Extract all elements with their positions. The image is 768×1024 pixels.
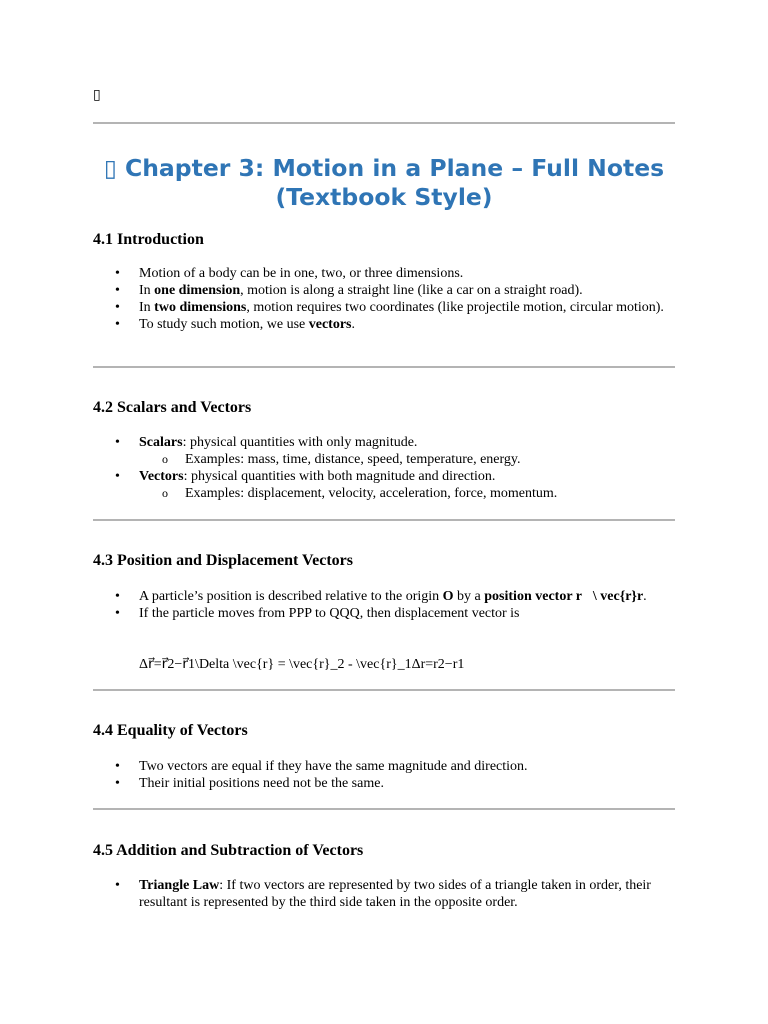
item-bold: one dimension (154, 283, 241, 298)
displacement-formula: Δr⃗=r⃗2−r⃗1\Delta \vec{r} = \vec{r}_2 - \vec{r}_1Δr=r2−r1 (139, 657, 465, 672)
section-heading-position-displacement: 4.3 Position and Displacement Vectors (93, 552, 353, 569)
section-heading-addition-subtraction: 4.5 Addition and Subtraction of Vectors (93, 842, 364, 859)
divider (93, 808, 675, 810)
sub-list-item (139, 451, 675, 468)
missing-glyph-icon: ▯ (93, 87, 101, 103)
addition-subtraction-list (93, 877, 675, 911)
list-item (93, 316, 675, 333)
item-text: . (351, 317, 355, 332)
item-bold: Scalars (139, 435, 183, 450)
list-item (93, 468, 675, 502)
list-item (93, 265, 675, 282)
item-text: Their initial positions need not be the same. (139, 776, 384, 791)
item-text: : physical quantities with only magnitude. (182, 435, 418, 450)
page-title (93, 154, 675, 212)
sub-list (139, 451, 675, 468)
item-bold: Vectors (139, 469, 184, 484)
item-text: If the particle moves from PPP to QQQ, then displacement vector is (139, 606, 520, 621)
item-bold: vectors (308, 317, 352, 332)
item-text: Two vectors are equal if they have the same magnitude and direction. (139, 759, 528, 774)
divider (93, 519, 675, 521)
list-item (93, 282, 675, 299)
scalars-vectors-list (93, 434, 675, 502)
equality-vectors-list (93, 758, 675, 792)
item-text: . (643, 589, 647, 604)
sub-list-item (139, 485, 675, 502)
item-text: Examples: mass, time, distance, speed, temperature, energy. (185, 452, 521, 467)
divider (93, 689, 675, 691)
title-glyph-icon: ▯ (103, 154, 117, 182)
item-text: , motion is along a straight line (like a car on a straight road). (240, 283, 583, 298)
item-text: In (139, 300, 155, 315)
item-bold: position vector r⃗\ vec{r}r (484, 589, 644, 604)
section-heading-scalars-vectors: 4.2 Scalars and Vectors (93, 399, 252, 416)
item-text: by a (453, 589, 485, 604)
item-bold: two dimensions (154, 300, 247, 315)
item-text: : physical quantities with both magnitude and direction. (183, 469, 496, 484)
list-item (93, 299, 675, 316)
list-item (93, 605, 675, 622)
divider (93, 122, 675, 124)
sub-list (139, 485, 675, 502)
position-displacement-list (93, 588, 675, 622)
section-heading-equality-vectors: 4.4 Equality of Vectors (93, 722, 248, 739)
section-heading-introduction: 4.1 Introduction (93, 231, 204, 248)
item-bold: Triangle Law (139, 878, 220, 893)
list-item (93, 758, 675, 775)
item-text: , motion requires two coordinates (like projectile motion, circular motion). (246, 300, 664, 315)
title-text: Chapter 3: Motion in a Plane – Full Notes (Textbook Style) (124, 154, 665, 211)
divider (93, 366, 675, 368)
list-item (93, 877, 675, 911)
item-bold: O (442, 589, 454, 604)
item-text: A particle’s position is described relative to the origin (139, 589, 443, 604)
item-text: Motion of a body can be in one, two, or three dimensions. (139, 266, 464, 281)
item-text: To study such motion, we use (139, 317, 309, 332)
item-text: In (139, 283, 155, 298)
introduction-list (93, 265, 675, 333)
list-item (93, 588, 675, 605)
list-item (93, 434, 675, 468)
item-text: Examples: displacement, velocity, acceleration, force, momentum. (185, 486, 558, 501)
list-item (93, 775, 675, 792)
item-text: : If two vectors are represented by two sides of a triangle taken in order, their resultant is represented by the third side taken in the opposite order. (139, 878, 651, 910)
